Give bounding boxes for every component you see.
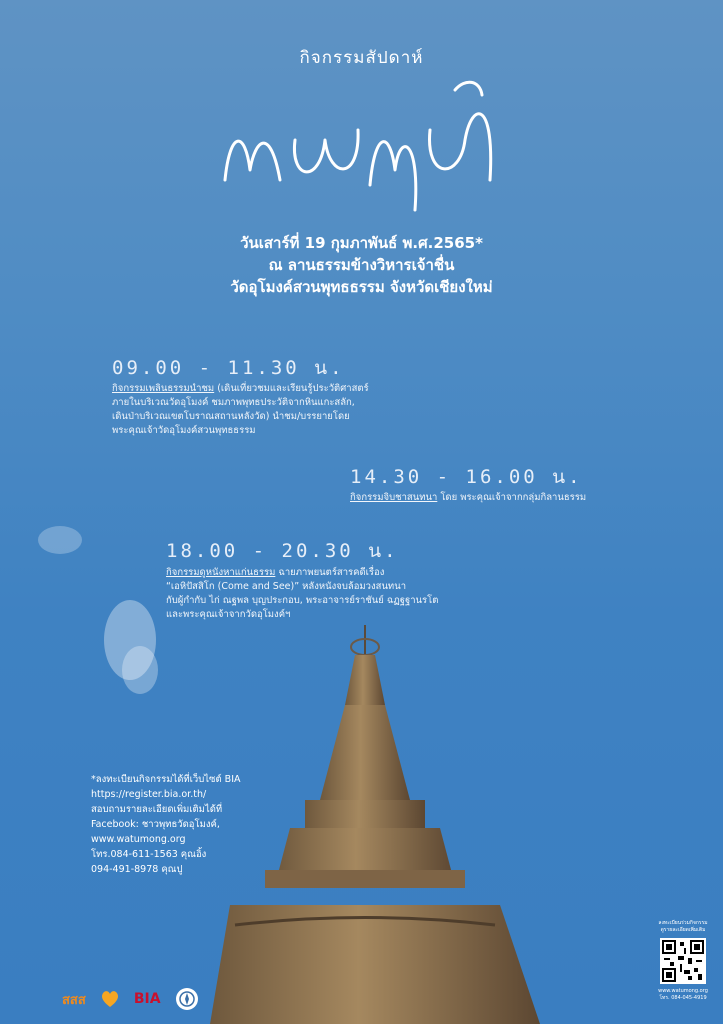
- info-website[interactable]: www.watumong.org: [91, 834, 186, 845]
- schedule-desc-3: [166, 566, 506, 622]
- qr-caption-2: ดูรายละเอียดเพิ่มเติม: [660, 927, 706, 933]
- schedule-time-1: 09.00 - 11.30 น.: [112, 357, 345, 379]
- script-title-artwork: [210, 70, 510, 220]
- schedule-detail-3a: ฉายภาพยนตร์สารคดีเรื่อง: [275, 567, 385, 578]
- qr-footer-2: โทร. 084-045-4919: [659, 995, 707, 1001]
- qr-footer-1: www.watumong.org: [658, 988, 708, 994]
- bia-logo: BIA: [133, 991, 161, 1007]
- qr-caption-1: ลงทะเบียนร่วมกิจกรรม: [658, 920, 708, 926]
- info-register-url[interactable]: https://register.bia.or.th/: [91, 789, 207, 800]
- schedule-detail-3d: และพระคุณเจ้าจากวัดอุโมงค์ฯ: [166, 609, 291, 620]
- schedule-activity-2: กิจกรรมจิบชาสนทนา: [350, 492, 438, 503]
- info-phone-1: โทร.084-611-1563 คุณอิ้ง: [91, 849, 207, 860]
- schedule-detail-3c: กับผู้กำกับ ไก่ ณฐพล บุญประกอบ, พระอาจารย์ราชันย์ ฉฏฐฐานรโต: [166, 595, 439, 606]
- qr-section: [648, 920, 718, 1002]
- info-phone-2: 094-491-8978 คุณปู: [91, 864, 183, 875]
- schedule-activity-1: กิจกรรมเพลินธรรมนำชม: [112, 383, 215, 394]
- event-date: วันเสาร์ที่ 19 กุมภาพันธ์ พ.ศ.2565*: [240, 234, 483, 252]
- qr-code-icon: [660, 938, 706, 984]
- schedule-desc-2: [350, 491, 670, 505]
- registration-info: [91, 772, 241, 877]
- schedule-detail-3b: “เอหิปัสสิโก (Come and See)” หลังหนังจบล้อมวงสนทนา: [166, 581, 407, 592]
- event-date-venue: [0, 232, 723, 298]
- schedule-time-2: 14.30 - 16.00 น.: [350, 466, 583, 488]
- qr-code[interactable]: [660, 938, 706, 984]
- heart-logo-icon: [100, 989, 120, 1009]
- sponsor-logos: [62, 986, 199, 1012]
- sss-logo: สสส: [62, 992, 86, 1008]
- info-facebook: Facebook: ชาวพุทธวัดอุโมงค์,: [91, 819, 220, 830]
- info-line-3: สอบถามรายละเอียดเพิ่มเติมได้ที่: [91, 804, 223, 815]
- event-kicker: กิจกรรมสัปดาห์: [299, 48, 424, 68]
- schedule-detail-1c: เดินป่าบริเวณเขตโบราณสถานหลังวัด) นำชม/บรรยายโดย: [112, 411, 350, 422]
- schedule-detail-1d: พระคุณเจ้าวัดอุโมงค์สวนพุทธธรรม: [112, 425, 256, 436]
- stupa-illustration: [210, 625, 540, 1024]
- temple-seal-icon: [175, 987, 199, 1011]
- event-venue-line2: วัดอุโมงค์สวนพุทธธรรม จังหวัดเชียงใหม่: [230, 278, 493, 296]
- schedule-detail-1a: (เดินเที่ยวชมและเรียนรู้ประวัติศาสตร์: [214, 383, 369, 394]
- schedule-desc-1: [112, 382, 442, 438]
- info-line-1: *ลงทะเบียนกิจกรรมได้ที่เว็บไซต์ BIA: [91, 774, 241, 785]
- schedule-time-3: 18.00 - 20.30 น.: [166, 540, 399, 562]
- schedule-detail-1b: ภายในบริเวณวัดอุโมงค์ ชมภาพพุทธประวัติจากหินแกะสลัก,: [112, 397, 355, 408]
- event-venue-line1: ณ ลานธรรมข้างวิหารเจ้าชื่น: [268, 256, 455, 274]
- schedule-detail-2a: โดย พระคุณเจ้าจากกลุ่มกิลานธรรม: [437, 492, 587, 503]
- schedule-activity-3: กิจกรรมดูหนังหาแก่นธรรม: [166, 567, 276, 578]
